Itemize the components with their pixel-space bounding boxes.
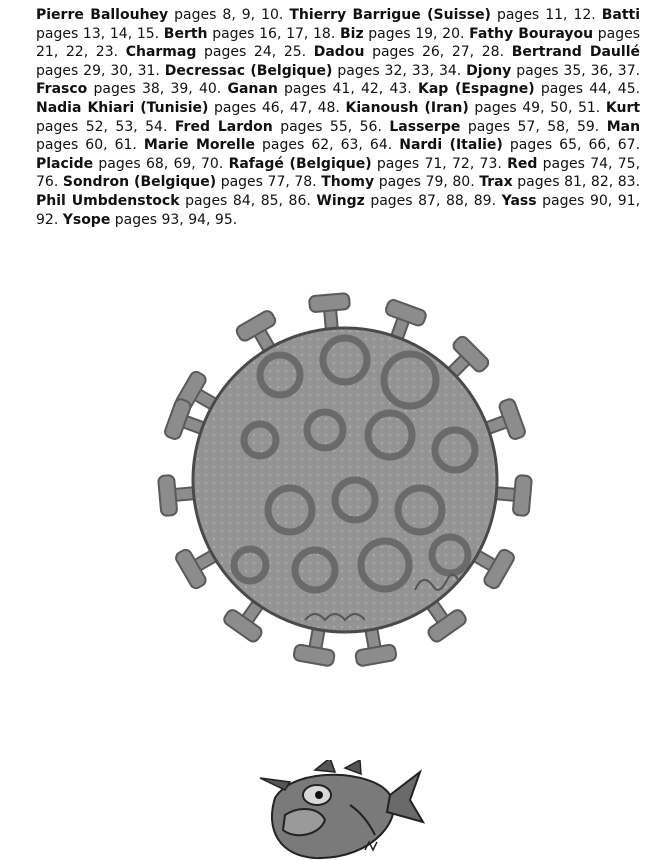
contributor-name: Biz bbox=[339, 25, 364, 42]
contributor-name: Man bbox=[606, 118, 641, 135]
contributor-pages: pages 60, 61. bbox=[36, 137, 137, 154]
contributor-pages: pages 19, 20. bbox=[368, 25, 465, 42]
contributor-name: Kurt bbox=[605, 99, 641, 116]
contributor-pages: pages 71, 72, 73. bbox=[376, 155, 502, 172]
contributor-name: Fathy Bourayou bbox=[469, 25, 594, 42]
contributor-pages: pages 77, 78. bbox=[220, 174, 317, 191]
contributor-name: Sondron (Belgique) bbox=[62, 174, 217, 191]
contributor-name: Decressac (Belgique) bbox=[164, 62, 333, 79]
contributor-pages: pages 46, 47, 48. bbox=[214, 99, 340, 116]
contributor-name: Berth bbox=[163, 25, 208, 42]
contributor-pages: pages 74, 75, 76. bbox=[36, 155, 641, 191]
contributor-name: Rafagé (Belgique) bbox=[228, 155, 372, 172]
contributor-name: Thomy bbox=[321, 174, 375, 191]
contributor-pages: pages 11, 12. bbox=[496, 7, 596, 23]
contributor-pages: pages 49, 50, 51. bbox=[474, 99, 601, 116]
contributor-pages: pages 32, 33, 34. bbox=[337, 62, 462, 79]
contributor-name: Dadou bbox=[313, 44, 365, 61]
contributor-name: Yass bbox=[501, 192, 537, 209]
contributor-pages: pages 68, 69, 70. bbox=[98, 155, 224, 172]
contributor-name: Kap (Espagne) bbox=[417, 81, 535, 98]
contributor-name: Kianoush (Iran) bbox=[345, 99, 469, 116]
contributor-pages: pages 52, 53, 54. bbox=[36, 118, 168, 135]
contributor-name: Fred Lardon bbox=[174, 118, 273, 135]
contributor-pages: pages 62, 63, 64. bbox=[262, 137, 393, 154]
contributors-index bbox=[36, 6, 640, 229]
fish-illustration bbox=[255, 760, 425, 860]
contributor-name: Nardi (Italie) bbox=[399, 137, 503, 154]
contributor-name: Djony bbox=[466, 62, 512, 79]
contributor-pages: pages 21, 22, 23. bbox=[36, 25, 641, 61]
contributor-name: Red bbox=[507, 155, 538, 172]
contributor-name: Phil Umbdenstock bbox=[36, 192, 180, 209]
contributor-name: Batti bbox=[601, 7, 641, 23]
contributor-pages: pages 90, 91, 92. bbox=[36, 192, 641, 228]
contributor-pages: pages 24, 25. bbox=[204, 44, 307, 61]
contributor-pages: pages 13, 14, 15. bbox=[36, 25, 160, 42]
contributor-name: Nadia Khiari (Tunisie) bbox=[36, 99, 209, 116]
contributor-pages: pages 35, 36, 37. bbox=[516, 62, 641, 79]
virus-illustration bbox=[140, 265, 550, 690]
contributor-pages: pages 16, 17, 18. bbox=[212, 25, 336, 42]
contributor-name: Pierre Ballouhey bbox=[36, 7, 169, 23]
contributor-name: Ysope bbox=[62, 211, 111, 228]
contributor-pages: pages 38, 39, 40. bbox=[93, 81, 222, 98]
contributor-pages: pages 57, 58, 59. bbox=[467, 118, 600, 135]
contributor-name: Ganan bbox=[227, 81, 278, 98]
fish-drawing bbox=[255, 760, 425, 860]
contributor-name: Bertrand Daullé bbox=[511, 44, 640, 61]
contributor-pages: pages 65, 66, 67. bbox=[509, 137, 641, 154]
contributor-pages: pages 79, 80. bbox=[378, 174, 475, 191]
coronavirus-drawing bbox=[140, 265, 550, 690]
contributor-pages: pages 44, 45. bbox=[540, 81, 641, 98]
contributor-name: Trax bbox=[479, 174, 513, 191]
contributor-pages: pages 93, 94, 95. bbox=[114, 211, 238, 228]
contributor-pages: pages 87, 88, 89. bbox=[370, 192, 497, 209]
contributor-pages: pages 29, 30, 31. bbox=[36, 62, 160, 79]
contributor-name: Marie Morelle bbox=[143, 137, 255, 154]
contributor-pages: pages 41, 42, 43. bbox=[284, 81, 412, 98]
contributor-pages: pages 81, 82, 83. bbox=[517, 174, 641, 191]
contributor-name: Charmag bbox=[125, 44, 197, 61]
contributor-name: Placide bbox=[36, 155, 94, 172]
contributor-pages: pages 8, 9, 10. bbox=[174, 7, 284, 23]
contributor-name: Thierry Barrigue (Suisse) bbox=[289, 7, 491, 23]
contributor-pages: pages 84, 85, 86. bbox=[185, 192, 311, 209]
contributor-name: Lasserpe bbox=[389, 118, 461, 135]
contributor-name: Frasco bbox=[36, 81, 88, 98]
contributor-pages: pages 26, 27, 28. bbox=[372, 44, 505, 61]
contributor-pages: pages 55, 56. bbox=[280, 118, 382, 135]
contributor-name: Wingz bbox=[316, 192, 365, 209]
